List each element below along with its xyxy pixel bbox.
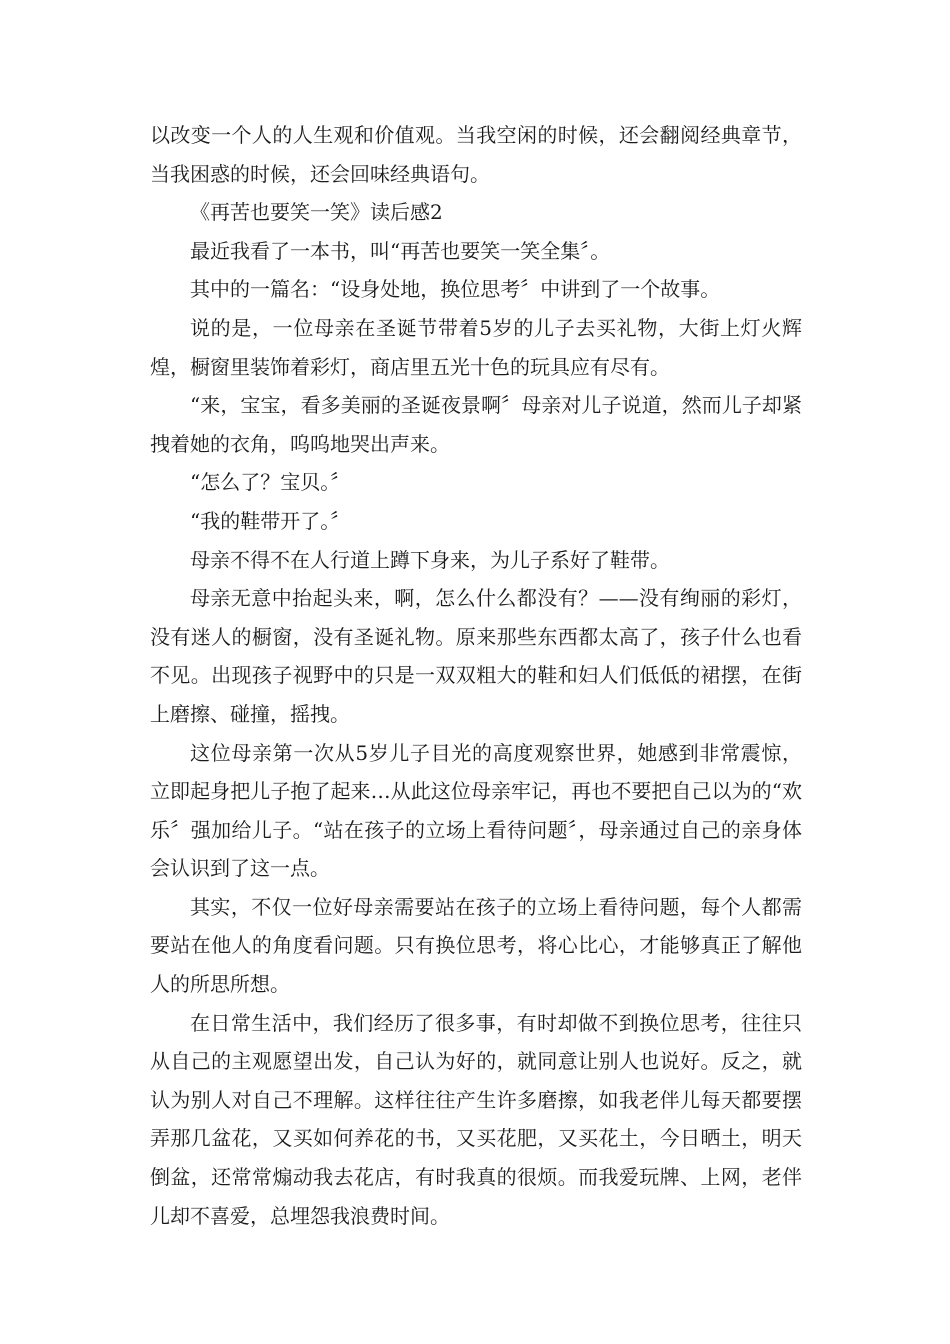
- paragraph-7: “怎么了？宝贝。〞: [190, 470, 351, 495]
- paragraph-11: 这位母亲第一次从5岁儿子目光的高度观察世界，她感到非常震惊，立即起身把儿子抱了起来…从此这位母亲牢记，再也不要把自己以为的“欢乐〞强加给儿子。“站在孩子的立场上看待问题〞，母亲通过自己的亲身体会认识到了这一点。: [150, 740, 802, 881]
- paragraph-5: 说的是，一位母亲在圣诞节带着5岁的儿子去买礼物，大街上灯火辉煌，橱窗里装饰着彩灯，商店里五光十色的玩具应有尽有。: [150, 315, 802, 379]
- paragraph-6: “来，宝宝，看多美丽的圣诞夜景啊〞母亲对儿子说道，然而儿子却紧拽着她的衣角，呜呜地哭出声来。: [150, 393, 802, 456]
- section-heading: 《再苦也要笑一笑》读后感2: [190, 200, 443, 225]
- paragraph-4: 其中的一篇名：“设身处地，换位思考〞中讲到了一个故事。: [190, 277, 721, 302]
- paragraph-3: 最近我看了一本书，叫“再苦也要笑一笑全集〞。: [190, 238, 611, 263]
- paragraph-8: “我的鞋带开了。〞: [190, 508, 351, 533]
- paragraph-10: 母亲无意中抬起头来，啊，怎么什么都没有？——没有绚丽的彩灯，没有迷人的橱窗，没有圣诞礼物。原来那些东西都太高了，孩子什么也看不见。出现孩子视野中的只是一双双粗大的鞋和妇人们低低的裙摆，在街上磨擦、碰撞，摇拽。: [150, 586, 802, 726]
- paragraph-9: 母亲不得不在人行道上蹲下身来，为儿子系好了鞋带。: [190, 547, 670, 572]
- document-body: [150, 116, 802, 1235]
- paragraph-12: 其实，不仅一位好母亲需要站在孩子的立场上看待问题，每个人都需要站在他人的角度看问题。只有换位思考，将心比心，才能够真正了解他人的所思所想。: [150, 894, 802, 997]
- paragraph-1: 以改变一个人的人生观和价值观。当我空闲的时候，还会翻阅经典章节，当我困惑的时候，还会回味经典语句。: [150, 123, 802, 186]
- paragraph-13: 在日常生活中，我们经历了很多事，有时却做不到换位思考，往往只从自己的主观愿望出发，自己认为好的，就同意让别人也说好。反之，就认为别人对自己不理解。这样往往产生许多磨擦，如我老伴儿每天都要摆弄那几盆花，又买如何养花的书，又买花肥，又买花土，今日晒土，明天倒盆，还常常煽动我去花店，有时我真的很烦。而我爱玩牌、上网，老伴儿却不喜爱，总埋怨我浪费时间。: [150, 1010, 802, 1228]
